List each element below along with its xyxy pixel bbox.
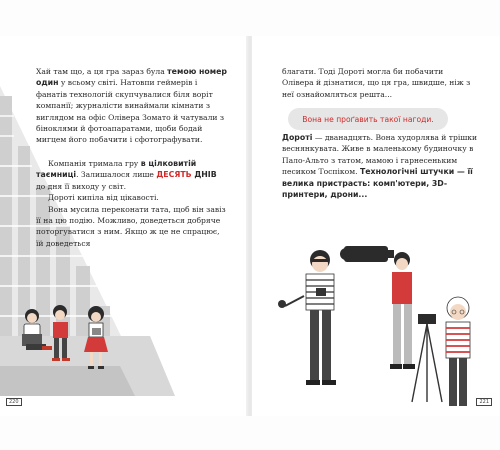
left-text-block-1 — [36, 66, 228, 146]
left-paragraph-2: Компанія тримала гру в цілковитій таємниці. Залишалося лише ДЕСЯТЬ ДНІВ до дня її виходу у світ. — [36, 159, 217, 191]
left-paragraph-3: Дороті кипіла від цікавості. — [48, 193, 159, 203]
left-page-number: 220 — [6, 398, 22, 406]
right-page-number: 221 — [476, 398, 492, 406]
left-page — [0, 36, 248, 416]
right-text-block-2 — [282, 132, 482, 200]
left-paragraph-1: Хай там що, а ця гра зараз була темою номер один у всьому світі. Натовпи геймерів і фанатів технологій скупчувалися біля воріт компанії; журналісти винаймали кімнати з виглядом на офіс Олівера Зомато й чатували з біноклями й фотоапаратами, щоби бодай мигцем його побачити і сфотографувати. — [36, 67, 227, 145]
left-text-block-2 — [36, 158, 228, 249]
left-paragraph-4: Вона мусила переконати тата, щоб він завіз її на цю подію. Можливо, доведеться добряче поторгуватися з ним. Якщо ж це не спрацює, їй доведеться — [36, 204, 226, 248]
right-page — [252, 36, 500, 416]
right-paragraph-2: Дороті — дванадцять. Вона худорлява й трішки веснянкувата. Живе в маленькому будиночку в Пало-Альто з татом, мамою і гарнесеньким песиком Тоспіком. Технологічні штучки — її велика пристрасть: комп'ютери, 3D-принтери, дрони... — [282, 133, 478, 200]
right-text-block-1 — [282, 66, 472, 100]
press-illustration — [252, 226, 500, 416]
speech-bubble: Вона не проґавить такої нагоди. — [288, 108, 448, 130]
right-paragraph-1: благати. Тоді Дороті могла би побачити Олівера й дізнатися, що ця гра, швидше, ніж з неї ознайомляться решта... — [282, 67, 471, 99]
kids-illustration — [18, 298, 128, 388]
